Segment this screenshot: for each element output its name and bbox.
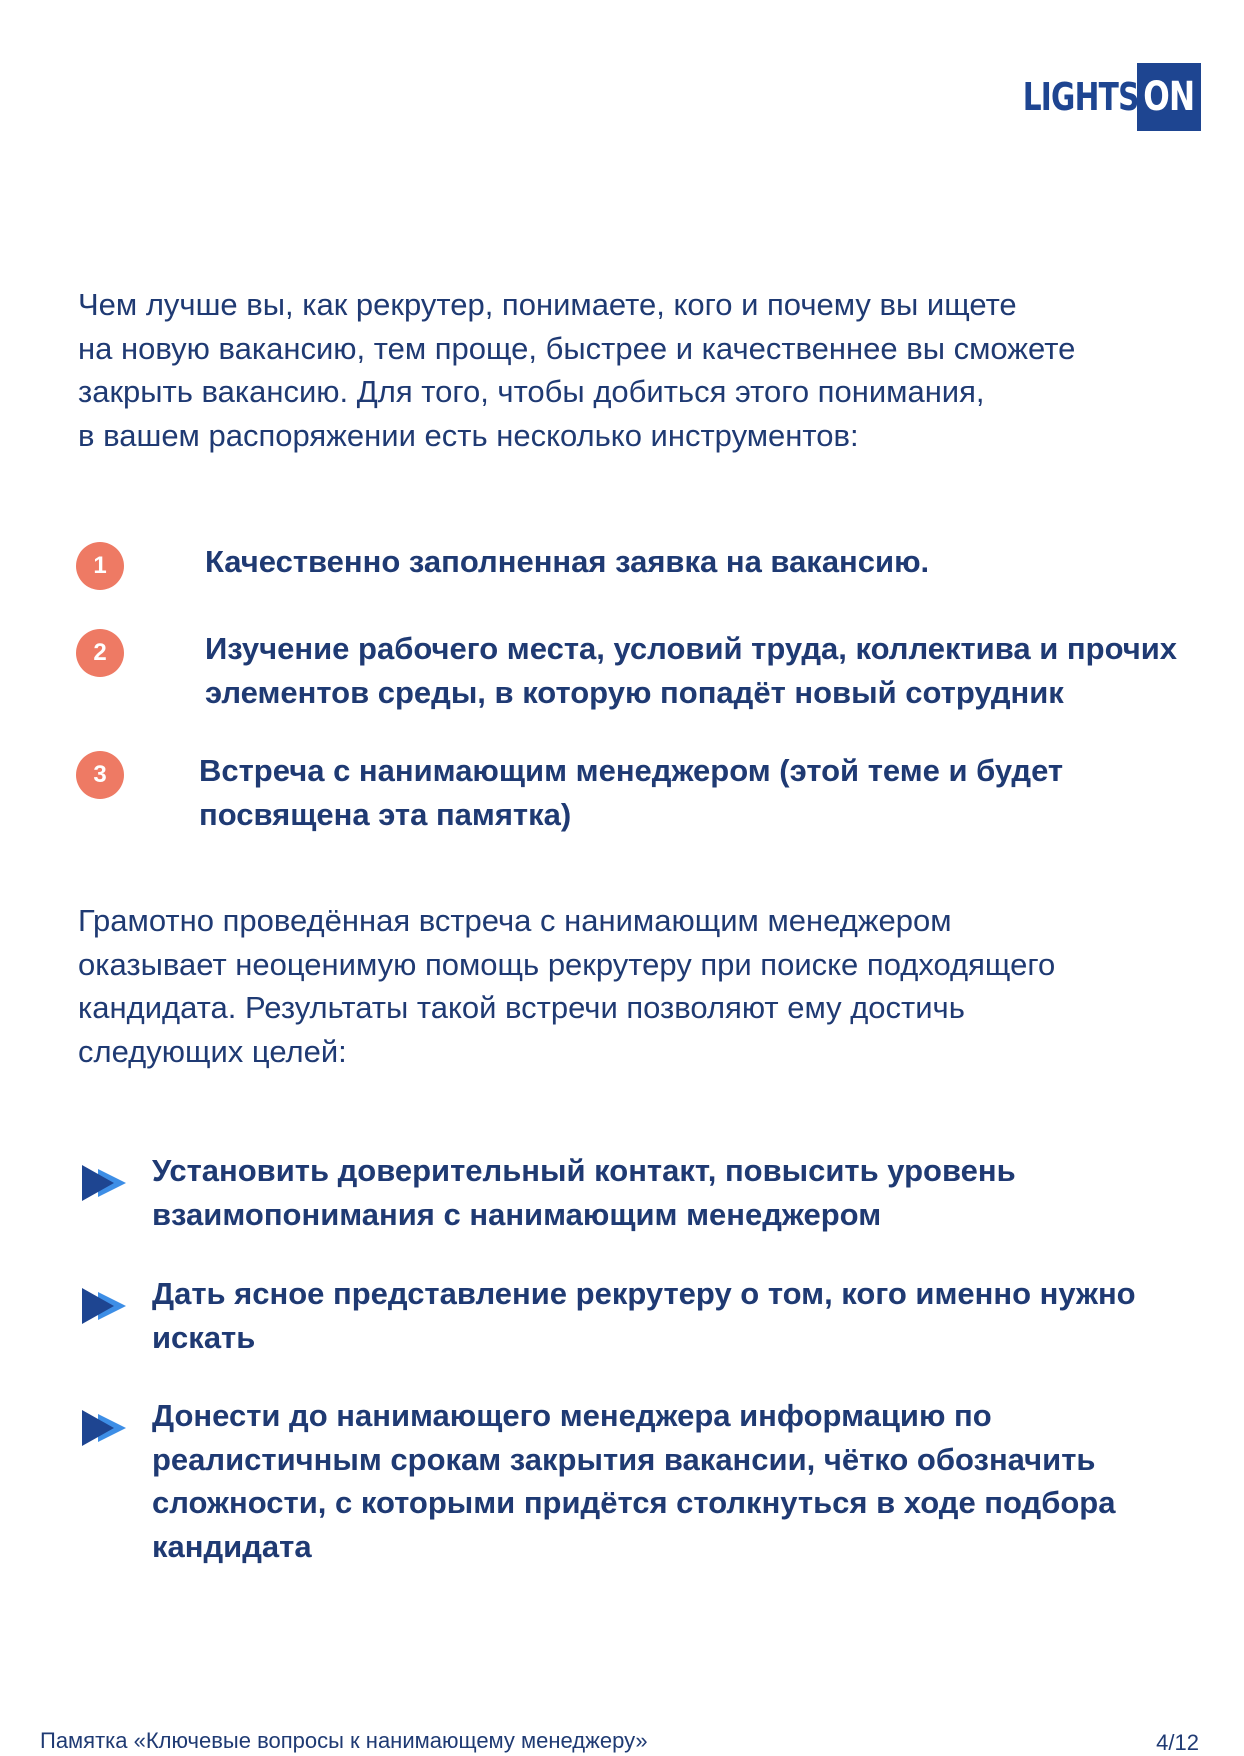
step-line: элементов среды, в которую попадёт новый сотрудник — [205, 674, 1064, 710]
goal-line: взаимопонимания с нанимающим менеджером — [152, 1196, 882, 1232]
logo-word-lights: LIGHTS — [1023, 75, 1139, 119]
footer-document-title: Памятка «Ключевые вопросы к нанимающему менеджеру» — [40, 1728, 648, 1753]
intro-paragraph — [78, 283, 1188, 457]
intro-line: закрыть вакансию. Для того, чтобы добиться этого понимания, — [78, 374, 985, 409]
step-number-badge: 3 — [76, 751, 124, 799]
outro-line: Грамотно проведённая встреча с нанимающим менеджером — [78, 903, 952, 938]
goal-line: реалистичным срокам закрытия вакансии, чётко обозначить — [152, 1441, 1096, 1477]
goal-text — [152, 1272, 1136, 1359]
outro-line: следующих целей: — [78, 1033, 347, 1069]
goal-line: Установить доверительный контакт, повысить уровень — [152, 1153, 1016, 1188]
logo-word-on: ON — [1143, 74, 1195, 120]
step-item-1 — [76, 542, 1196, 590]
step-item-3 — [76, 751, 1196, 836]
goal-item-2 — [80, 1272, 1200, 1359]
step-number-badge: 2 — [76, 629, 124, 677]
double-arrow-icon — [80, 1286, 126, 1326]
step-item-2 — [76, 629, 1196, 714]
step-line: Встреча с нанимающим менеджером (этой теме и будет — [199, 753, 1064, 788]
double-arrow-icon — [80, 1163, 126, 1203]
goal-item-1 — [80, 1149, 1200, 1236]
goal-line: искать — [152, 1319, 256, 1355]
outro-line: оказывает неоценимую помощь рекрутеру при поиске подходящего — [78, 946, 1056, 982]
goal-line: Дать ясное представление рекрутеру о том, кого именно нужно — [152, 1276, 1136, 1311]
goal-line: кандидата — [152, 1528, 312, 1564]
goals-intro-paragraph — [78, 899, 1188, 1073]
brand-logo — [990, 63, 1201, 131]
goal-text — [152, 1149, 1016, 1236]
intro-line: в вашем распоряжении есть несколько инструментов: — [78, 417, 859, 453]
step-line: Изучение рабочего места, условий труда, коллектива и прочих — [205, 631, 1178, 666]
intro-line: Чем лучше вы, как рекрутер, понимаете, кого и почему вы ищете — [78, 287, 1017, 322]
step-text — [199, 749, 1063, 836]
goal-line: Донести до нанимающего менеджера информацию по — [152, 1398, 992, 1433]
logo-box-on — [1137, 63, 1201, 131]
outro-line: кандидата. Результаты такой встречи позволяют ему достичь — [78, 990, 965, 1025]
step-line: Качественно заполненная заявка на вакансию. — [205, 544, 930, 579]
goal-text — [152, 1394, 1115, 1568]
goal-item-3 — [80, 1394, 1200, 1568]
step-line: посвящена эта памятка) — [199, 796, 572, 832]
step-number-badge: 1 — [76, 542, 124, 590]
page-number: 4/12 — [1156, 1730, 1199, 1755]
intro-line: на новую вакансию, тем проще, быстрее и качественнее вы сможете — [78, 330, 1076, 366]
step-text — [205, 627, 1177, 714]
goal-line: сложности, с которыми придётся столкнуться в ходе подбора — [152, 1485, 1116, 1520]
step-text — [205, 540, 929, 584]
double-arrow-icon — [80, 1408, 126, 1448]
